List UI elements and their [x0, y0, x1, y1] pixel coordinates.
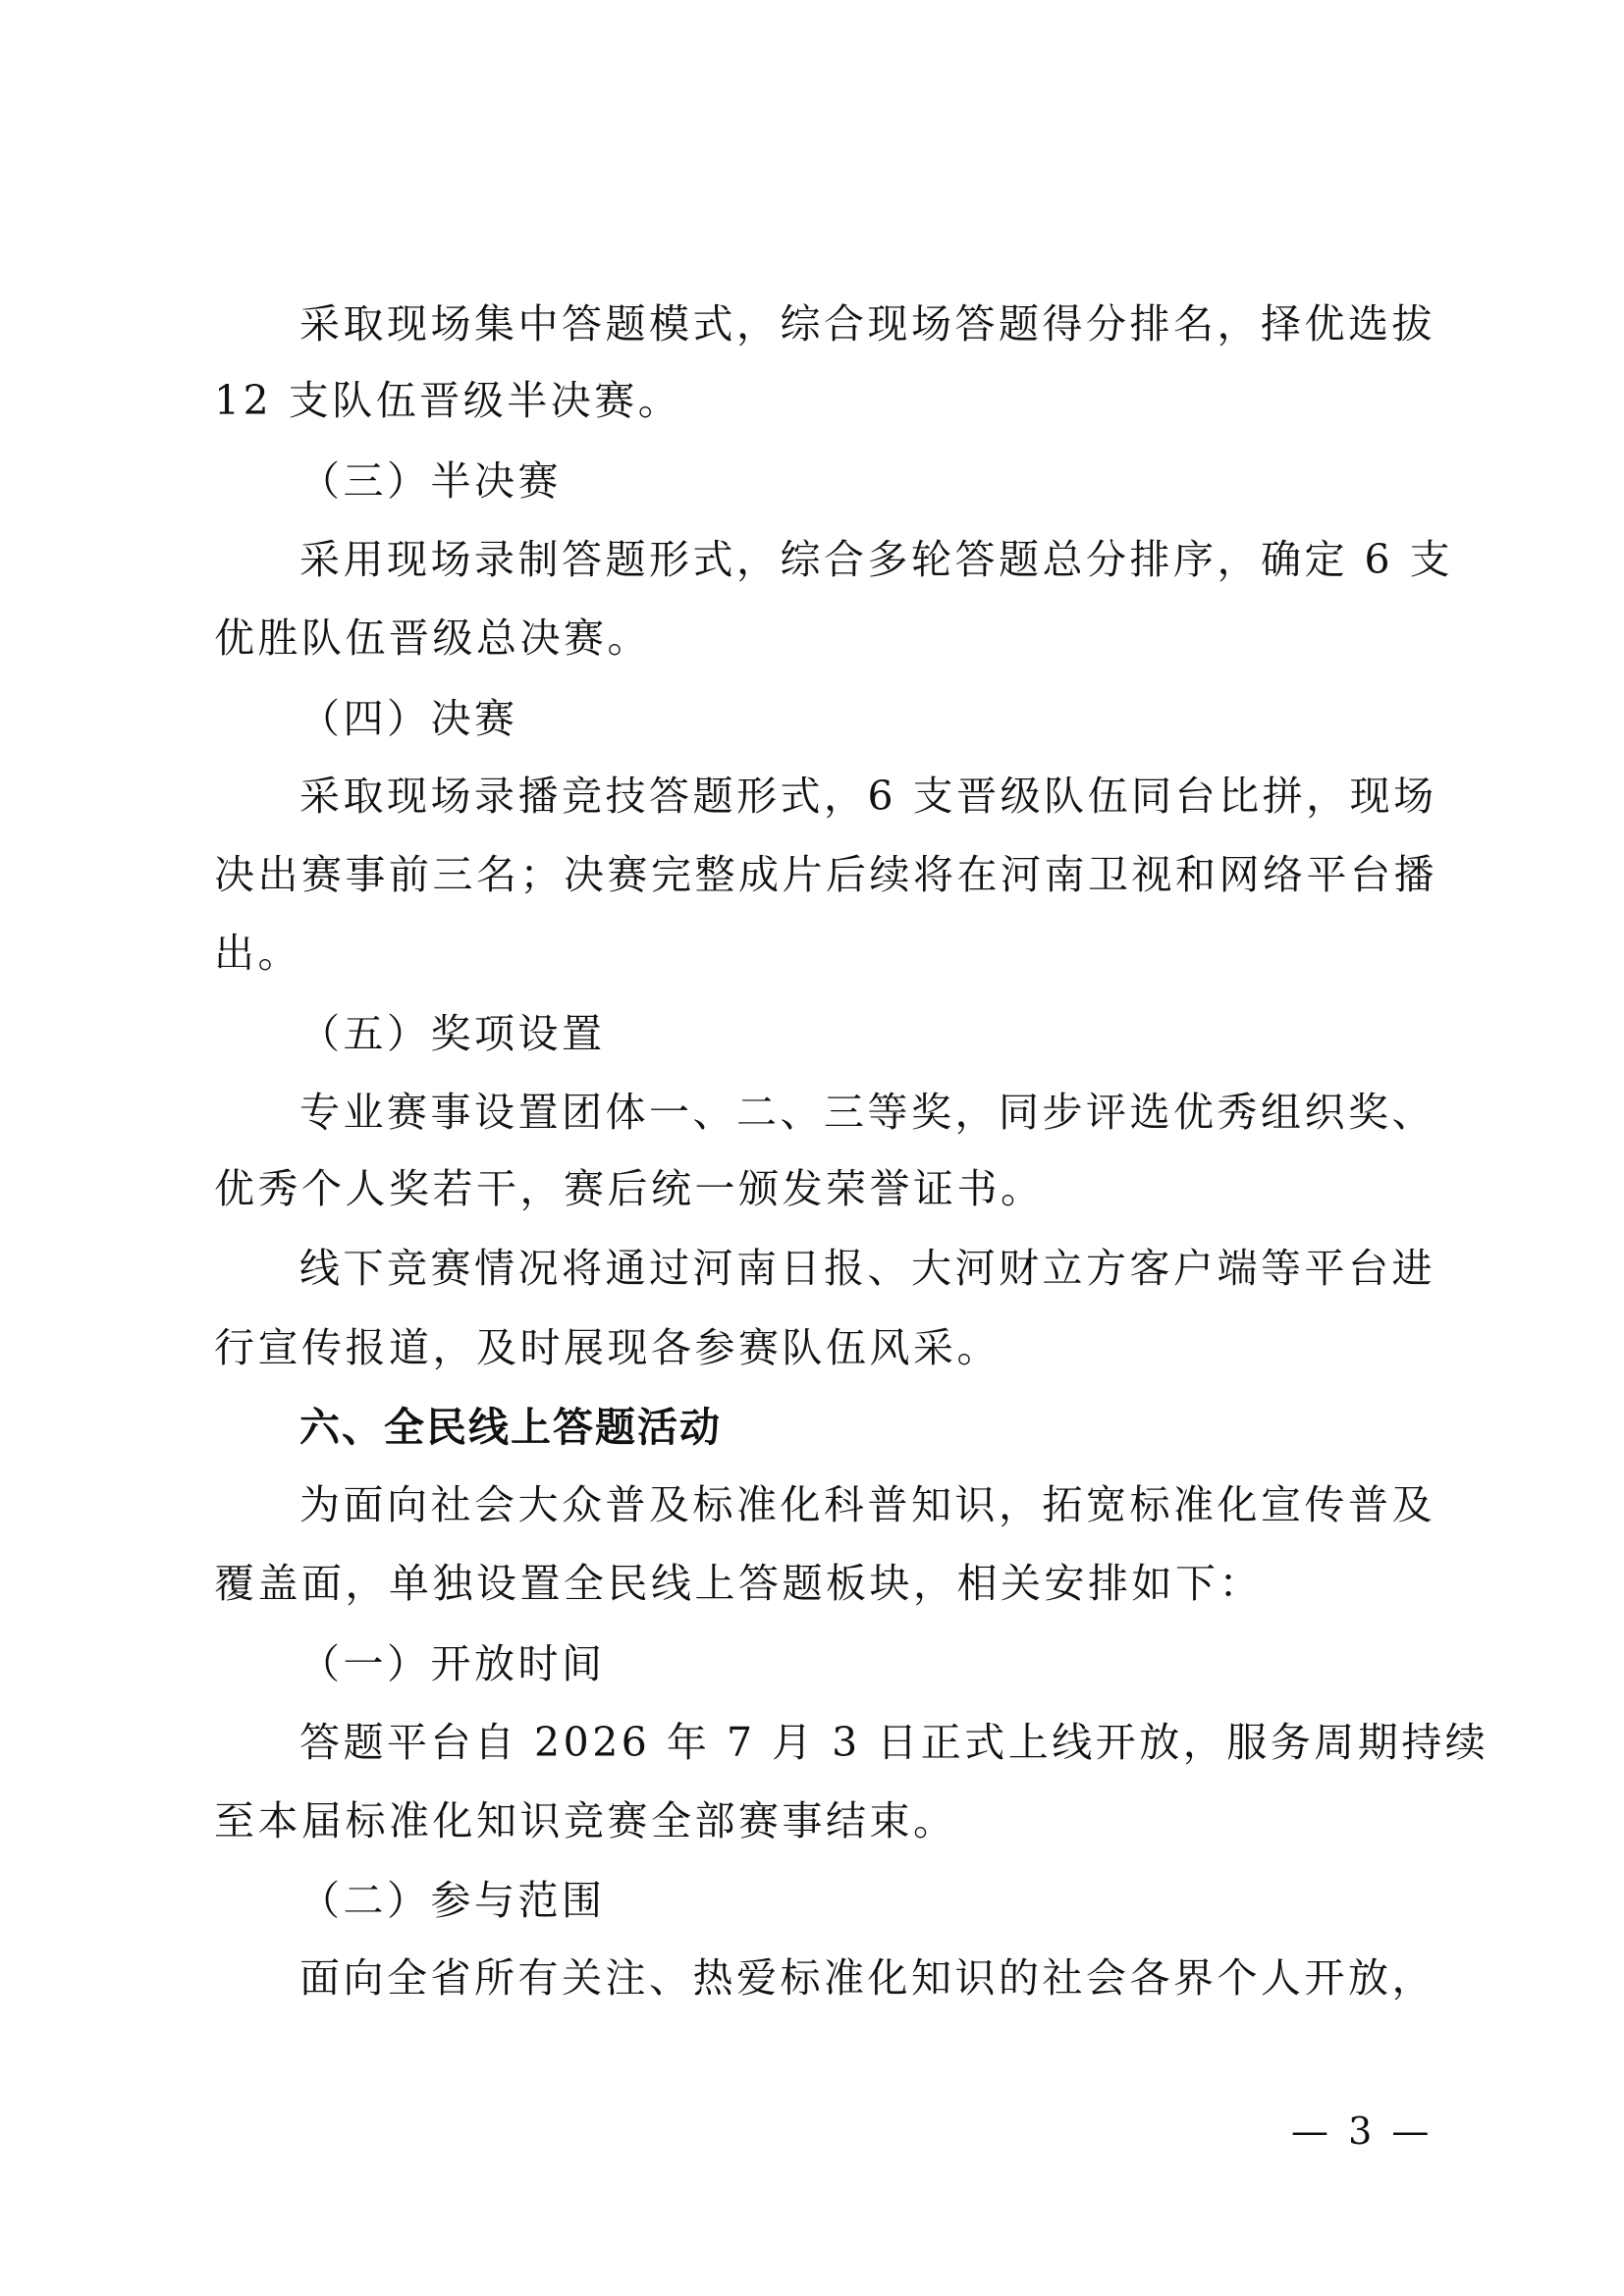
paragraph-line: 线下竞赛情况将通过河南日报、大河财立方客户端等平台进: [299, 1245, 1435, 1292]
paragraph-line: 12 支队伍晋级半决赛。: [214, 377, 682, 424]
paragraph-line: 为面向社会大众普及标准化科普知识，拓宽标准化宣传普及: [299, 1481, 1435, 1528]
paragraph-line: 优秀个人奖若干，赛后统一颁发荣誉证书。: [214, 1165, 1045, 1212]
paragraph-line: 专业赛事设置团体一、二、三等奖，同步评选优秀组织奖、: [299, 1089, 1435, 1136]
subsection-heading: （三）半决赛: [299, 457, 562, 505]
paragraph-line: 出。: [214, 930, 301, 977]
paragraph-line: 采用现场录制答题形式，综合多轮答题总分排序，确定 6 支: [299, 536, 1454, 583]
section-heading: 六、全民线上答题活动: [299, 1404, 722, 1451]
page-number: — 3 —: [1291, 2109, 1434, 2153]
paragraph-line: 答题平台自 2026 年 7 月 3 日正式上线开放，服务周期持续: [299, 1719, 1489, 1766]
paragraph-line: 采取现场录播竞技答题形式，6 支晋级队伍同台比拼，现场: [299, 773, 1437, 820]
paragraph-line: 面向全省所有关注、热爱标准化知识的社会各界个人开放，: [299, 1954, 1435, 2002]
paragraph-line: 至本届标准化知识竞赛全部赛事结束。: [214, 1797, 957, 1844]
paragraph-line: 采取现场集中答题模式，综合现场答题得分排名，择优选拔: [299, 300, 1435, 347]
subsection-heading: （一）开放时间: [299, 1640, 606, 1687]
paragraph-line: 覆盖面，单独设置全民线上答题板块，相关安排如下：: [214, 1560, 1263, 1607]
paragraph-line: 优胜队伍晋级总决赛。: [214, 614, 651, 662]
subsection-heading: （四）决赛: [299, 695, 518, 742]
subsection-heading: （二）参与范围: [299, 1877, 606, 1924]
subsection-heading: （五）奖项设置: [299, 1010, 606, 1057]
paragraph-line: 行宣传报道，及时展现各参赛队伍风采。: [214, 1324, 1001, 1371]
paragraph-line: 决出赛事前三名；决赛完整成片后续将在河南卫视和网络平台播: [214, 851, 1437, 898]
